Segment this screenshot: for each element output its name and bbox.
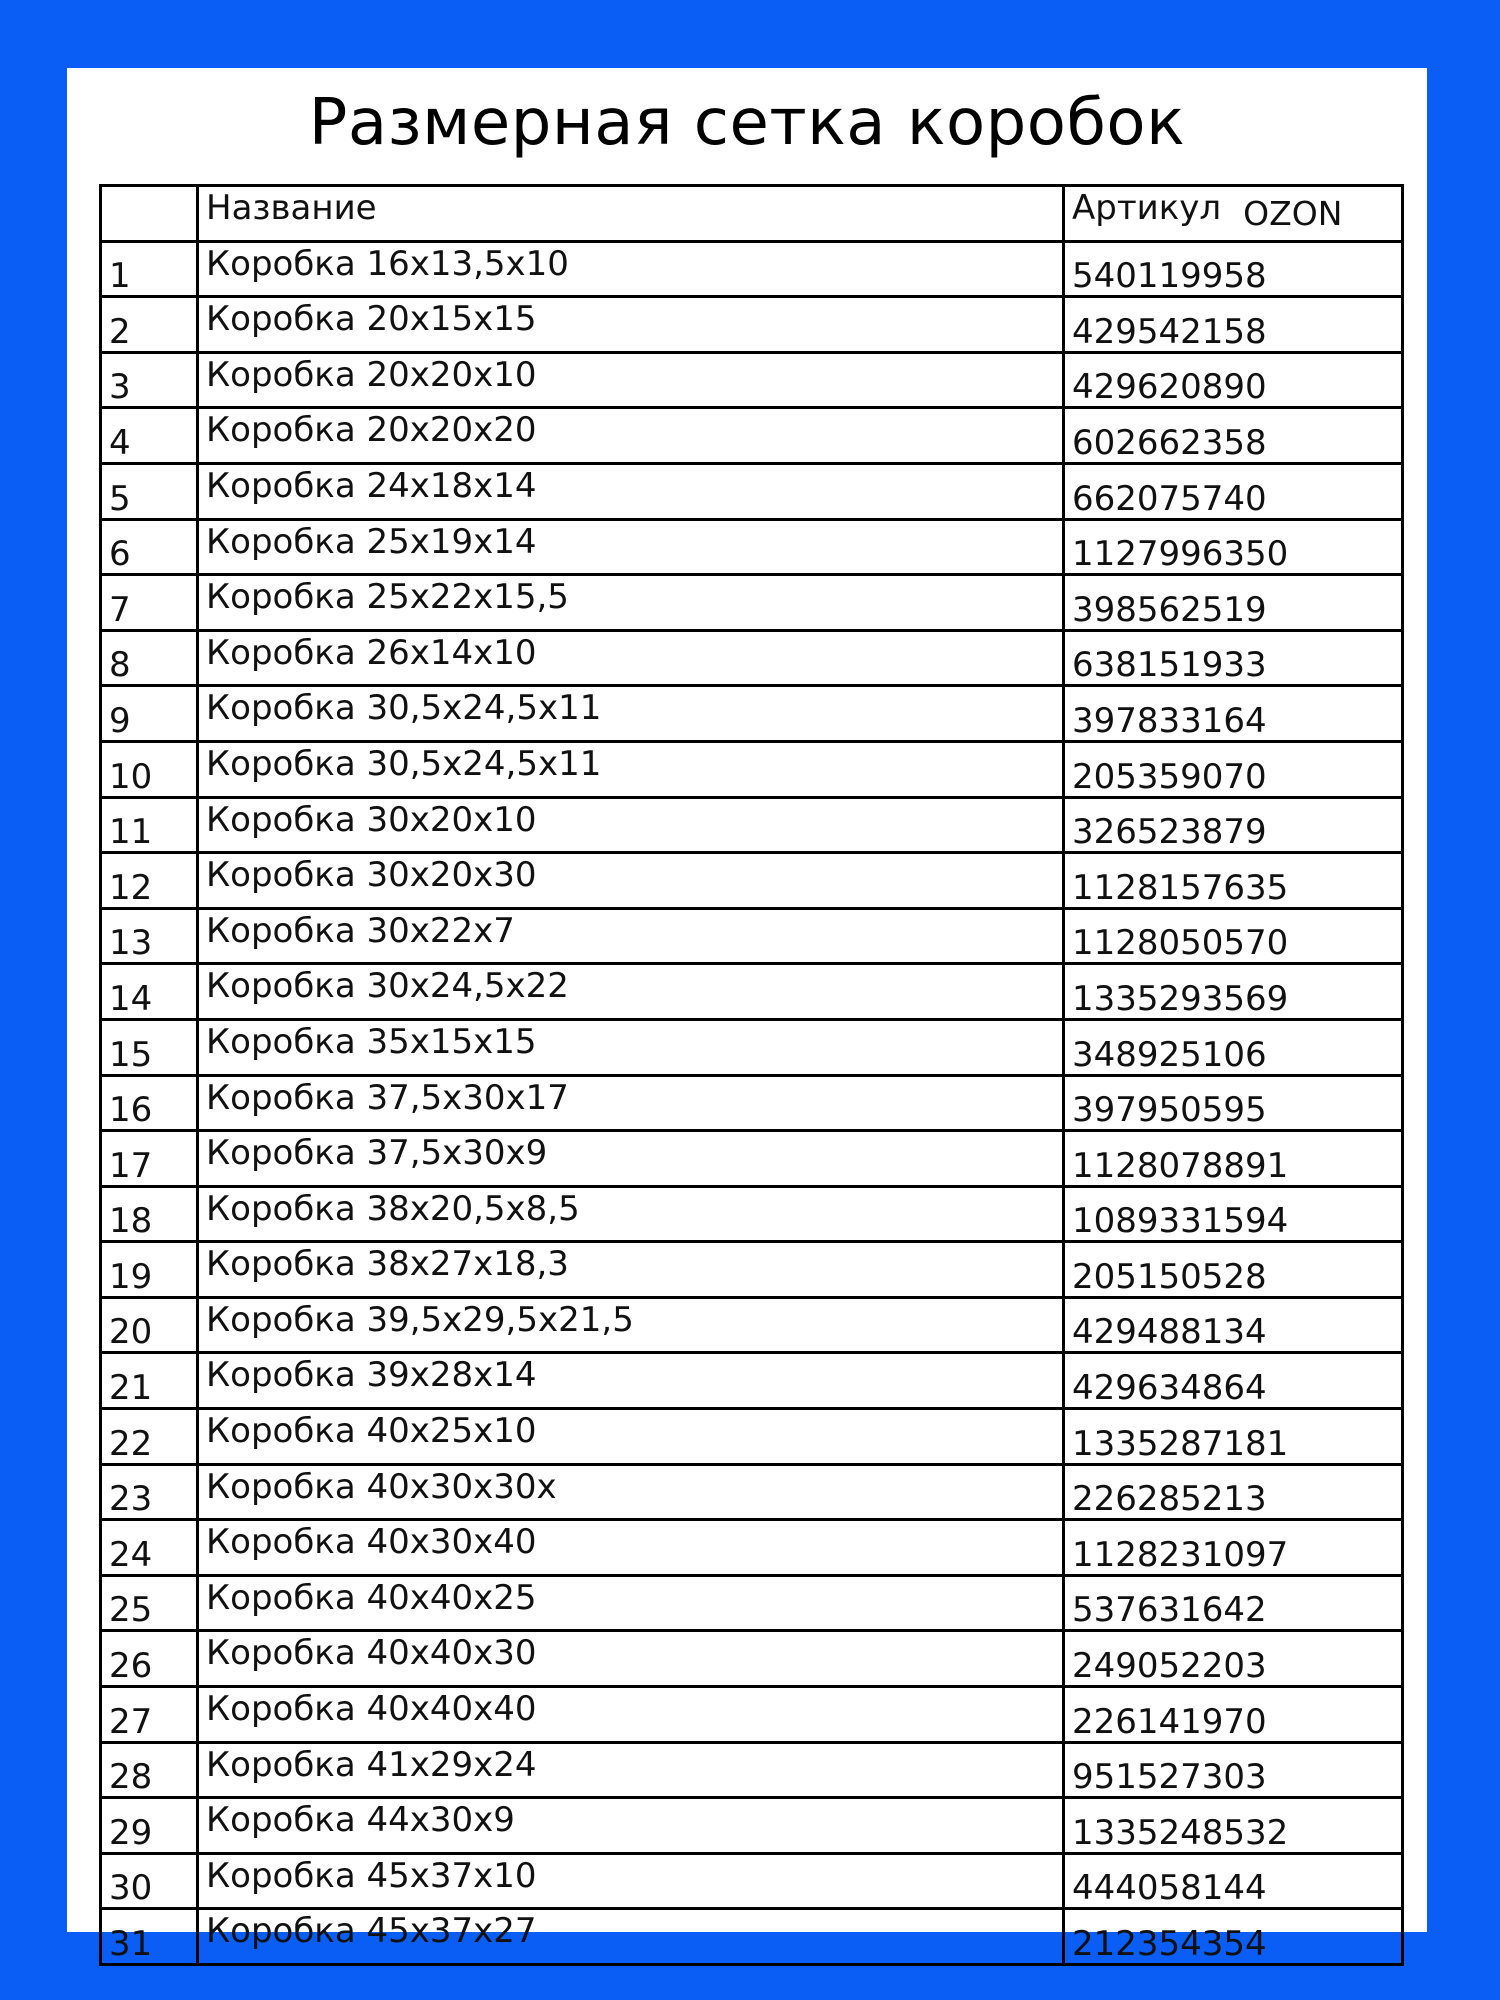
table-row bbox=[101, 519, 1403, 575]
row-index: 8 bbox=[101, 630, 198, 686]
row-article: 1335293569 bbox=[1064, 964, 1403, 1020]
table-row bbox=[101, 1297, 1403, 1353]
row-article: 429620890 bbox=[1064, 352, 1403, 408]
row-article: 397833164 bbox=[1064, 686, 1403, 742]
row-article: 537631642 bbox=[1064, 1575, 1403, 1631]
table-row bbox=[101, 797, 1403, 853]
row-article: 662075740 bbox=[1064, 463, 1403, 519]
row-article: 249052203 bbox=[1064, 1631, 1403, 1687]
table-row bbox=[101, 1742, 1403, 1798]
row-name: Коробка 40х40х25 bbox=[198, 1575, 1064, 1631]
row-index: 4 bbox=[101, 408, 198, 464]
table-row bbox=[101, 1464, 1403, 1520]
row-name: Коробка 30х20х10 bbox=[198, 797, 1064, 853]
row-name: Коробка 38х27х18,3 bbox=[198, 1242, 1064, 1298]
row-name: Коробка 44х30х9 bbox=[198, 1798, 1064, 1854]
row-article: 1127996350 bbox=[1064, 519, 1403, 575]
table-row bbox=[101, 408, 1403, 464]
row-index: 29 bbox=[101, 1798, 198, 1854]
table-row bbox=[101, 741, 1403, 797]
row-article: 951527303 bbox=[1064, 1742, 1403, 1798]
row-name: Коробка 30х24,5х22 bbox=[198, 964, 1064, 1020]
table-row bbox=[101, 630, 1403, 686]
row-article: 205359070 bbox=[1064, 741, 1403, 797]
page-title: Размерная сетка коробок bbox=[308, 86, 1186, 160]
row-index: 14 bbox=[101, 964, 198, 1020]
row-article: 1089331594 bbox=[1064, 1186, 1403, 1242]
row-article: 226285213 bbox=[1064, 1464, 1403, 1520]
row-index: 26 bbox=[101, 1631, 198, 1687]
row-article: 226141970 bbox=[1064, 1687, 1403, 1743]
row-index: 1 bbox=[101, 241, 198, 297]
row-article: 326523879 bbox=[1064, 797, 1403, 853]
row-index: 30 bbox=[101, 1853, 198, 1909]
row-name: Коробка 40х40х30 bbox=[198, 1631, 1064, 1687]
row-name: Коробка 40х25х10 bbox=[198, 1409, 1064, 1465]
table-row bbox=[101, 352, 1403, 408]
table-row bbox=[101, 1186, 1403, 1242]
row-name: Коробка 40х30х30х bbox=[198, 1464, 1064, 1520]
row-index: 15 bbox=[101, 1019, 198, 1075]
table-row bbox=[101, 1242, 1403, 1298]
table-row bbox=[101, 241, 1403, 297]
row-name: Коробка 37,5х30х17 bbox=[198, 1075, 1064, 1131]
row-article: 429542158 bbox=[1064, 297, 1403, 353]
table-row bbox=[101, 1687, 1403, 1743]
box-size-table bbox=[99, 184, 1404, 1966]
row-name: Коробка 16х13,5х10 bbox=[198, 241, 1064, 297]
row-name: Коробка 26х14х10 bbox=[198, 630, 1064, 686]
row-index: 28 bbox=[101, 1742, 198, 1798]
table-row bbox=[101, 1409, 1403, 1465]
row-index: 21 bbox=[101, 1353, 198, 1409]
header-article bbox=[1064, 186, 1403, 242]
row-index: 18 bbox=[101, 1186, 198, 1242]
table-row bbox=[101, 1131, 1403, 1187]
row-article: 444058144 bbox=[1064, 1853, 1403, 1909]
row-article: 397950595 bbox=[1064, 1075, 1403, 1131]
row-index: 10 bbox=[101, 741, 198, 797]
row-name: Коробка 45х37х27 bbox=[198, 1909, 1064, 1965]
table-row bbox=[101, 575, 1403, 631]
row-article: 638151933 bbox=[1064, 630, 1403, 686]
row-article: 1128050570 bbox=[1064, 908, 1403, 964]
row-name: Коробка 20х20х20 bbox=[198, 408, 1064, 464]
row-name: Коробка 39х28х14 bbox=[198, 1353, 1064, 1409]
row-index: 16 bbox=[101, 1075, 198, 1131]
row-name: Коробка 40х40х40 bbox=[198, 1687, 1064, 1743]
row-index: 20 bbox=[101, 1297, 198, 1353]
row-name: Коробка 30х22х7 bbox=[198, 908, 1064, 964]
header-article-label: Артикул bbox=[1072, 188, 1222, 228]
row-article: 1128078891 bbox=[1064, 1131, 1403, 1187]
table-row bbox=[101, 908, 1403, 964]
table-row bbox=[101, 964, 1403, 1020]
table-row bbox=[101, 1909, 1403, 1965]
row-name: Коробка 41х29х24 bbox=[198, 1742, 1064, 1798]
row-article: 602662358 bbox=[1064, 408, 1403, 464]
table-row bbox=[101, 1853, 1403, 1909]
row-article: 212354354 bbox=[1064, 1909, 1403, 1965]
row-index: 12 bbox=[101, 853, 198, 909]
row-article: 398562519 bbox=[1064, 575, 1403, 631]
row-index: 19 bbox=[101, 1242, 198, 1298]
table-row bbox=[101, 1019, 1403, 1075]
table-body bbox=[101, 241, 1403, 1964]
row-article: 1335248532 bbox=[1064, 1798, 1403, 1854]
row-index: 13 bbox=[101, 908, 198, 964]
header-marketplace: OZON bbox=[1243, 194, 1343, 233]
row-article: 1128231097 bbox=[1064, 1520, 1403, 1576]
row-index: 5 bbox=[101, 463, 198, 519]
header-index bbox=[101, 186, 198, 242]
row-name: Коробка 39,5х29,5х21,5 bbox=[198, 1297, 1064, 1353]
row-article: 1128157635 bbox=[1064, 853, 1403, 909]
row-index: 11 bbox=[101, 797, 198, 853]
row-name: Коробка 30,5х24,5х11 bbox=[198, 741, 1064, 797]
table-row bbox=[101, 1798, 1403, 1854]
row-name: Коробка 20х20х10 bbox=[198, 352, 1064, 408]
row-name: Коробка 37,5х30х9 bbox=[198, 1131, 1064, 1187]
row-index: 24 bbox=[101, 1520, 198, 1576]
row-index: 22 bbox=[101, 1409, 198, 1465]
table-row bbox=[101, 1575, 1403, 1631]
table-row bbox=[101, 853, 1403, 909]
table-row bbox=[101, 297, 1403, 353]
row-name: Коробка 25х22х15,5 bbox=[198, 575, 1064, 631]
table-header-row bbox=[101, 186, 1403, 242]
row-article: 205150528 bbox=[1064, 1242, 1403, 1298]
table-row bbox=[101, 1075, 1403, 1131]
table-row bbox=[101, 463, 1403, 519]
row-article: 429488134 bbox=[1064, 1297, 1403, 1353]
row-index: 3 bbox=[101, 352, 198, 408]
table-row bbox=[101, 1353, 1403, 1409]
row-name: Коробка 20х15х15 bbox=[198, 297, 1064, 353]
row-article: 429634864 bbox=[1064, 1353, 1403, 1409]
row-index: 31 bbox=[101, 1909, 198, 1965]
row-name: Коробка 35х15х15 bbox=[198, 1019, 1064, 1075]
row-name: Коробка 30,5х24,5х11 bbox=[198, 686, 1064, 742]
row-name: Коробка 30х20х30 bbox=[198, 853, 1064, 909]
row-name: Коробка 24х18х14 bbox=[198, 463, 1064, 519]
header-name: Название bbox=[198, 186, 1064, 242]
document-sheet bbox=[67, 68, 1427, 1964]
row-name: Коробка 38х20,5х8,5 bbox=[198, 1186, 1064, 1242]
row-index: 17 bbox=[101, 1131, 198, 1187]
row-article: 348925106 bbox=[1064, 1019, 1403, 1075]
row-index: 6 bbox=[101, 519, 198, 575]
row-name: Коробка 25х19х14 bbox=[198, 519, 1064, 575]
table-row bbox=[101, 1631, 1403, 1687]
row-article: 1335287181 bbox=[1064, 1409, 1403, 1465]
row-index: 23 bbox=[101, 1464, 198, 1520]
row-index: 27 bbox=[101, 1687, 198, 1743]
row-name: Коробка 45х37х10 bbox=[198, 1853, 1064, 1909]
table-row bbox=[101, 1520, 1403, 1576]
row-index: 7 bbox=[101, 575, 198, 631]
row-name: Коробка 40х30х40 bbox=[198, 1520, 1064, 1576]
row-index: 9 bbox=[101, 686, 198, 742]
table-row bbox=[101, 686, 1403, 742]
row-article: 540119958 bbox=[1064, 241, 1403, 297]
row-index: 25 bbox=[101, 1575, 198, 1631]
row-index: 2 bbox=[101, 297, 198, 353]
